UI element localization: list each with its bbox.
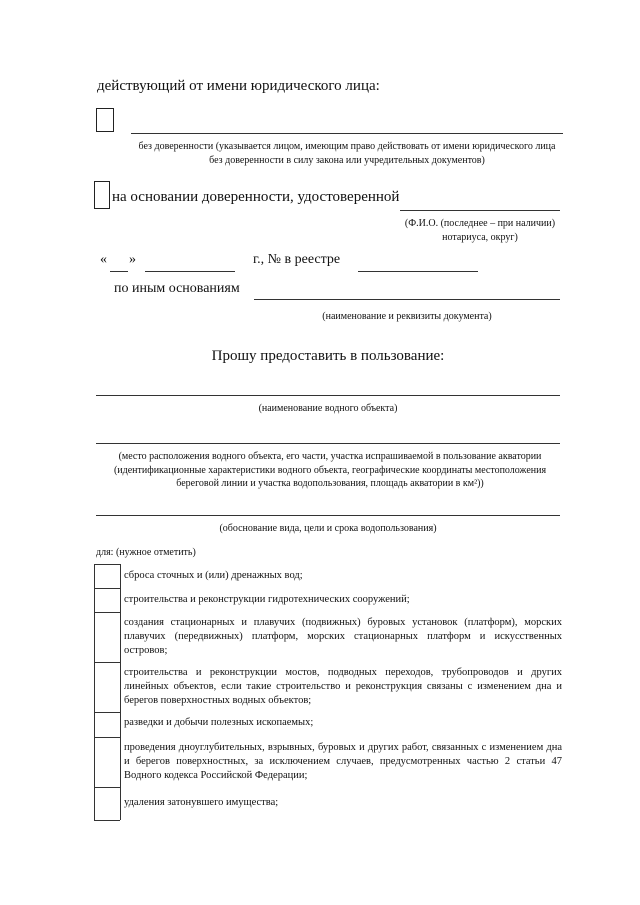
date-day-line[interactable] xyxy=(110,271,128,272)
other-grounds-caption: (наименование и реквизиты документа) xyxy=(322,311,492,322)
poa-label: на основании доверенности, удостоверенной xyxy=(112,189,400,205)
purpose-checkbox-hydraulic[interactable] xyxy=(95,589,120,612)
date-month-line[interactable] xyxy=(145,271,235,272)
location-caption: (место расположения водного объекта, его части, участка испрашиваемой в пользование акватории (идентификационные характеристики водного объекта, географические координаты местоположения береговой линии и участка водопользования, площадь акватории в км²)) xyxy=(113,451,547,489)
location-line[interactable] xyxy=(96,443,560,444)
purpose-item-discharge: сброса сточных и (или) дренажных вод; xyxy=(124,570,303,581)
registry-number-line[interactable] xyxy=(358,271,478,272)
notary-name-line[interactable] xyxy=(400,210,560,211)
purpose-checkbox-mining[interactable] xyxy=(95,713,120,737)
no-poa-line[interactable] xyxy=(131,133,563,134)
acting-for-legal-entity-text: действующий от имени юридического лица: xyxy=(97,78,380,94)
no-poa-checkbox[interactable] xyxy=(96,108,114,132)
water-object-caption: (наименование водного объекта) xyxy=(258,403,398,414)
poa-checkbox[interactable] xyxy=(94,181,110,209)
purpose-item-sunken-property: удаления затонувшего имущества; xyxy=(124,797,279,808)
request-title: Прошу предоставить в пользование: xyxy=(211,348,445,364)
other-grounds-label: по иным основаниям xyxy=(114,281,240,296)
purposes-intro: для: (нужное отметить) xyxy=(96,547,196,558)
purpose-checkbox-linear-objects[interactable] xyxy=(95,663,120,712)
water-object-line[interactable] xyxy=(96,395,560,396)
notary-caption: (Ф.И.О. (последнее – при наличии) нотариуса, округ) xyxy=(404,218,556,243)
purposes-grid-row-line xyxy=(94,820,120,821)
purpose-item-linear-objects: строительства и реконструкции мостов, подводных переходов, трубопроводов и других линейных объектов, если такие строительство и реконструкция связаны с изменением дна и берегов поверхностных водных объектов; xyxy=(124,667,562,706)
purpose-item-hydraulic: строительства и реконструкции гидротехнических сооружений; xyxy=(124,594,410,605)
purpose-checkbox-dredging[interactable] xyxy=(95,738,120,787)
justification-line[interactable] xyxy=(96,515,560,516)
purposes-grid-right xyxy=(120,564,121,820)
purpose-item-dredging: проведения дноуглубительных, взрывных, буровых и других работ, связанных с изменением дна и берегов поверхностных, за исключением случаев, предусмотренных частью 2 статьи 47 Водного кодекса Российской Федерации; xyxy=(124,742,562,781)
registry-label: г., № в реестре xyxy=(253,252,341,267)
purpose-item-platforms: создания стационарных и плавучих (подвижных) буровых установок (платформ), морских плавучих (передвижных) платформ, морских стационарных платформ и искусственных островов; xyxy=(124,617,562,656)
purpose-checkbox-discharge[interactable] xyxy=(95,565,120,588)
date-close-quote: » xyxy=(129,252,136,267)
no-poa-caption: без доверенности (указывается лицом, имеющим право действовать от имени юридического лица без доверенности в силу закона или учредительных документов) xyxy=(138,141,556,166)
justification-caption: (обоснование вида, цели и срока водопользования) xyxy=(219,523,437,534)
purpose-item-mining: разведки и добычи полезных ископаемых; xyxy=(124,717,314,728)
purpose-checkbox-sunken-property[interactable] xyxy=(95,788,120,820)
date-open-quote: « xyxy=(100,252,107,267)
other-grounds-line[interactable] xyxy=(254,299,560,300)
purpose-checkbox-platforms[interactable] xyxy=(95,613,120,662)
